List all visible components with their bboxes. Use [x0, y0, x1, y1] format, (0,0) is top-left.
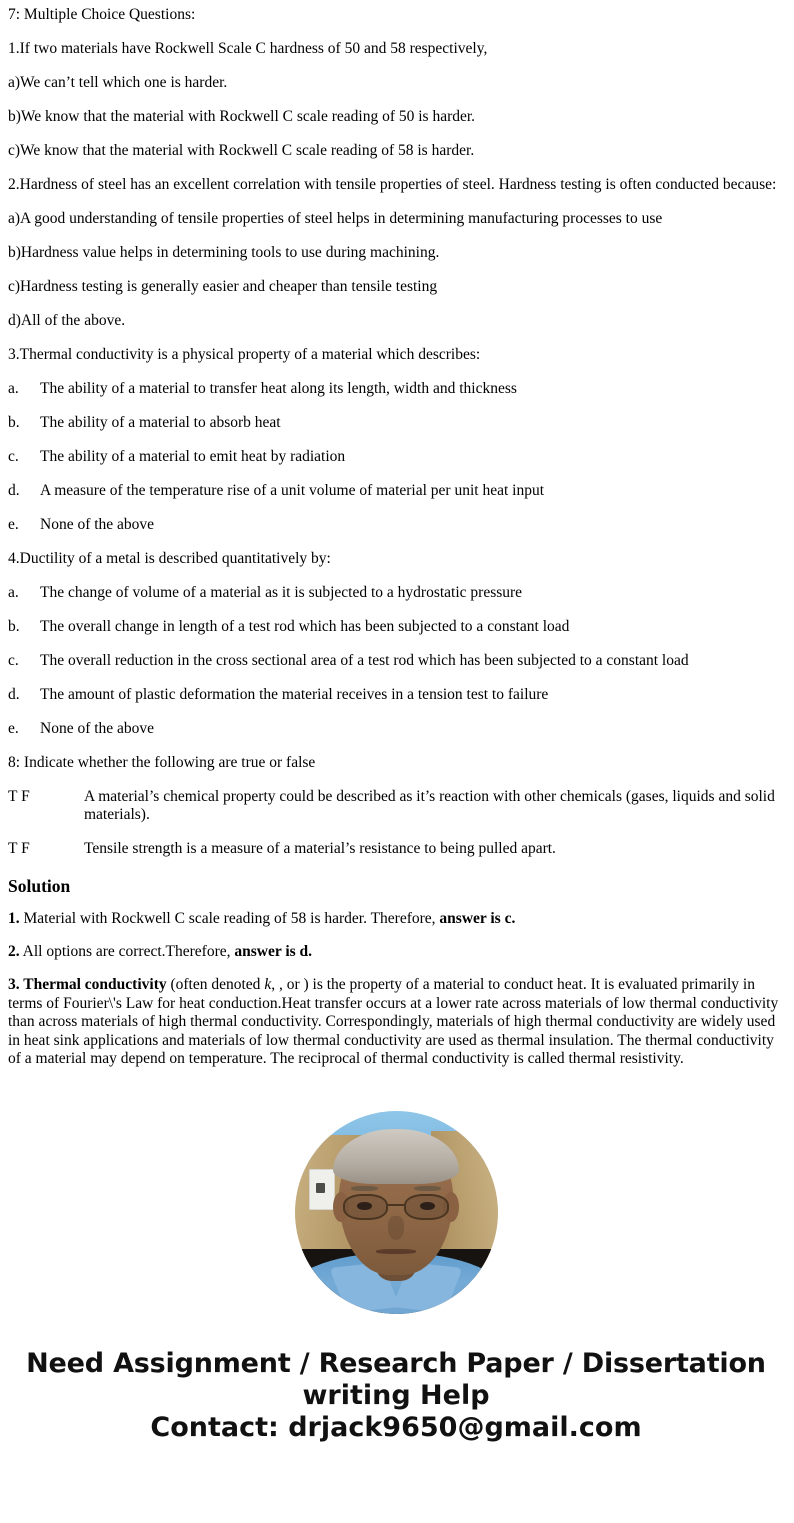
- question-4-stem: 4.Ductility of a metal is described quantitatively by:: [8, 550, 331, 567]
- solution-item-2: [8, 943, 784, 961]
- question-2-option-c[interactable]: c)Hardness testing is generally easier and cheaper than tensile testing: [8, 278, 438, 295]
- solution-answer: answer is c.: [439, 910, 516, 927]
- avatar-mouth: [376, 1249, 417, 1254]
- symbol-k-italic: k: [264, 976, 272, 993]
- option-text: The amount of plastic deformation the material receives in a tension test to failure: [40, 686, 549, 703]
- solution-text-part-b: , , or ) is the property of a material to conduct heat. It is evaluated primarily in terms of Fourier\'s Law for heat conduction.Heat transfer occurs at a lower rate across materials of low thermal conductivity than across materials of high thermal conductivity. Correspondingly, materials of high thermal conductivity are widely used in heat sink applications and materials of low thermal conductivity are used as thermal insulation. The thermal conductivity of a material may depend on temperature. The reciprocal of thermal conductivity is called thermal resistivity.: [8, 976, 779, 1067]
- option-text: The change of volume of a material as it is subjected to a hydrostatic pressure: [40, 584, 523, 601]
- option-marker: c.: [8, 448, 19, 465]
- footer-advert: [8, 1348, 784, 1444]
- option-marker: d.: [8, 482, 20, 499]
- question-4-option-a[interactable]: [8, 584, 784, 602]
- question-3-stem: 3.Thermal conductivity is a physical property of a material which describes:: [8, 346, 481, 363]
- option-marker: b.: [8, 618, 20, 635]
- true-false-statement: Tensile strength is a measure of a material’s resistance to being pulled apart.: [84, 840, 556, 857]
- solution-answer: answer is d.: [234, 943, 313, 960]
- question-1-option-b[interactable]: b)We know that the material with Rockwell C scale reading of 50 is harder.: [8, 108, 476, 125]
- avatar-wall-switch: [309, 1169, 335, 1210]
- question-3-option-b[interactable]: [8, 414, 784, 432]
- true-false-statement: A material’s chemical property could be described as it’s reaction with other chemicals (gases, liquids and solid materials).: [84, 788, 775, 823]
- option-text: The ability of a material to absorb heat: [40, 414, 281, 431]
- question-1-option-a[interactable]: a)We can’t tell which one is harder.: [8, 74, 228, 91]
- option-marker: a.: [8, 380, 19, 397]
- option-marker: b.: [8, 414, 20, 431]
- question-3-option-d[interactable]: [8, 482, 784, 500]
- solution-bold-term: Thermal conductivity: [23, 976, 167, 993]
- option-text: The overall reduction in the cross sectional area of a test rod which has been subjected to a constant load: [40, 652, 689, 669]
- mcq-section-heading: 7: Multiple Choice Questions:: [8, 6, 196, 23]
- solution-number: 2.: [8, 943, 20, 960]
- question-4-option-e[interactable]: [8, 720, 784, 738]
- solution-item-1: [8, 910, 784, 928]
- avatar: [295, 1111, 498, 1314]
- solution-item-3: [8, 976, 784, 1069]
- solution-heading: Solution: [8, 876, 71, 896]
- truefalse-item-1[interactable]: [8, 788, 784, 824]
- option-marker: d.: [8, 686, 20, 703]
- option-marker: c.: [8, 652, 19, 669]
- solution-number: 3.: [8, 976, 24, 993]
- solution-number: 1.: [8, 910, 20, 927]
- option-text: None of the above: [40, 516, 155, 533]
- option-text: The ability of a material to transfer heat along its length, width and thickness: [40, 380, 517, 397]
- question-4-option-d[interactable]: [8, 686, 784, 704]
- question-3-option-a[interactable]: [8, 380, 784, 398]
- option-text: The overall change in length of a test rod which has been subjected to a constant load: [40, 618, 570, 635]
- option-text: A measure of the temperature rise of a unit volume of material per unit heat input: [40, 482, 545, 499]
- question-4-option-c[interactable]: [8, 652, 784, 670]
- avatar-eye-right: [420, 1202, 434, 1210]
- option-marker: e.: [8, 720, 19, 737]
- footer-line-1: Need Assignment / Research Paper / Dissertation: [26, 1347, 766, 1379]
- question-2-option-a[interactable]: a)A good understanding of tensile properties of steel helps in determining manufacturing processes to use: [8, 210, 663, 227]
- footer-line-2: writing Help: [302, 1379, 490, 1411]
- avatar-eye-left: [357, 1202, 371, 1210]
- solution-text: Material with Rockwell C scale reading of 58 is harder. Therefore,: [19, 910, 440, 927]
- question-1-stem: 1.If two materials have Rockwell Scale C hardness of 50 and 58 respectively,: [8, 40, 488, 57]
- question-4-option-b[interactable]: [8, 618, 784, 636]
- truefalse-item-2[interactable]: [8, 840, 784, 858]
- option-text: None of the above: [40, 720, 155, 737]
- truefalse-section-heading: 8: Indicate whether the following are true or false: [8, 754, 316, 771]
- question-1-option-c[interactable]: c)We know that the material with Rockwell C scale reading of 58 is harder.: [8, 142, 475, 159]
- solution-text: All options are correct.Therefore,: [19, 943, 235, 960]
- question-2-stem: 2.Hardness of steel has an excellent correlation with tensile properties of steel. Hardness testing is often conducted because:: [8, 176, 777, 193]
- question-2-option-b[interactable]: b)Hardness value helps in determining tools to use during machining.: [8, 244, 440, 261]
- footer-contact-email[interactable]: Contact: drjack9650@gmail.com: [150, 1411, 642, 1443]
- option-text: The ability of a material to emit heat by radiation: [40, 448, 346, 465]
- avatar-eyebrow-right: [414, 1186, 440, 1191]
- option-marker: e.: [8, 516, 19, 533]
- question-3-option-e[interactable]: [8, 516, 784, 534]
- avatar-container: [8, 1111, 784, 1314]
- solution-text-part-a: (often denoted: [166, 976, 265, 993]
- avatar-eyebrow-left: [351, 1186, 377, 1191]
- option-marker: a.: [8, 584, 19, 601]
- avatar-glasses-bridge: [388, 1204, 405, 1206]
- true-false-marker[interactable]: T F: [8, 840, 30, 857]
- question-2-option-d[interactable]: d)All of the above.: [8, 312, 126, 329]
- question-3-option-c[interactable]: [8, 448, 784, 466]
- true-false-marker[interactable]: T F: [8, 788, 30, 805]
